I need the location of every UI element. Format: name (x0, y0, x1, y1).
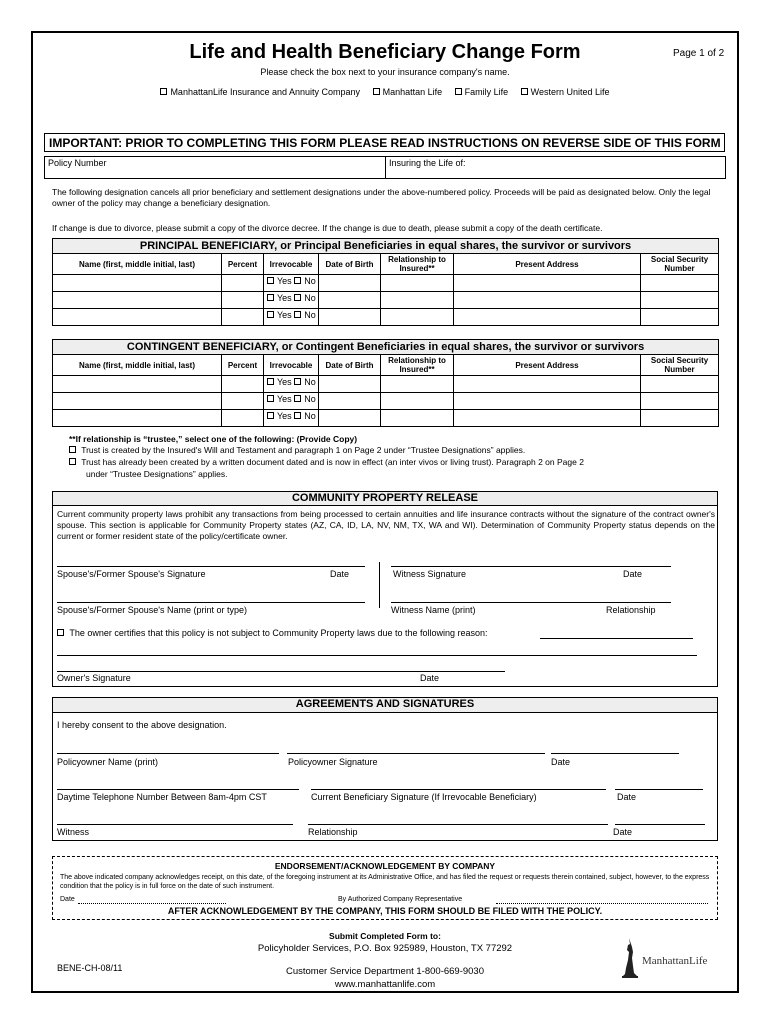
form-code: BENE-CH-08/11 (57, 963, 123, 973)
percent-cell[interactable] (222, 292, 264, 309)
dob-cell[interactable] (319, 410, 381, 427)
endorsement-date-label: Date (60, 896, 75, 903)
submit-heading: Submit Completed Form to: (329, 931, 441, 941)
col-name: Name (first, middle initial, last) (53, 254, 222, 275)
no-label: No (304, 310, 316, 320)
policy-number-label: Policy Number (48, 158, 107, 168)
current-beneficiary-line[interactable] (311, 789, 606, 790)
trustee-heading: **If relationship is “trustee,” select one of the following: (Provide Copy) (69, 434, 358, 444)
witness-name-line[interactable] (391, 602, 671, 603)
policyowner-name-line[interactable] (57, 753, 279, 754)
certify-text: The owner certifies that this policy is not subject to Community Property laws due to the following reason: (69, 628, 488, 638)
table-row (53, 376, 719, 393)
trustee-checkbox-1[interactable] (69, 446, 76, 453)
certify-checkbox[interactable] (57, 629, 64, 636)
ssn-cell[interactable] (641, 292, 719, 309)
yes-checkbox[interactable] (267, 412, 274, 419)
principal-title: PRINCIPAL BENEFICIARY, or Principal Beneficiaries in equal shares, the survivor or survivors (53, 239, 719, 254)
dob-cell[interactable] (319, 309, 381, 326)
owner-signature-line[interactable] (57, 671, 505, 672)
col-relationship: Relationship to Insured** (381, 254, 454, 275)
yes-checkbox[interactable] (267, 395, 274, 402)
irrevocable-cell (264, 292, 319, 309)
website-link[interactable]: www.manhattanlife.com (334, 979, 436, 990)
spouse-signature-label: Spouse's/Former Spouse's Signature (57, 569, 206, 579)
rep-label: By Authorized Company Representative (338, 896, 463, 903)
name-cell[interactable] (53, 393, 222, 410)
address-cell[interactable] (454, 292, 641, 309)
irrevocable-cell (264, 275, 319, 292)
dob-cell[interactable] (319, 376, 381, 393)
no-label: No (304, 276, 316, 286)
owner-signature-label: Owner's Signature (57, 673, 131, 683)
insured-label: Insuring the Life of: (389, 158, 466, 168)
name-cell[interactable] (53, 309, 222, 326)
divider (379, 562, 380, 608)
endorsement-date-line[interactable] (78, 903, 226, 904)
spouse-name-label: Spouse's/Former Spouse's Name (print or type) (57, 605, 248, 615)
company-checkbox-1[interactable] (160, 88, 167, 95)
policy-number-field[interactable] (45, 157, 386, 179)
col-percent: Percent (222, 355, 264, 376)
percent-cell[interactable] (222, 309, 264, 326)
witness-signature-line[interactable] (391, 566, 671, 567)
no-checkbox[interactable] (294, 378, 301, 385)
yes-label: Yes (277, 276, 292, 286)
yes-label: Yes (277, 377, 292, 387)
trustee-option-2 (69, 457, 584, 468)
table-row (53, 410, 719, 427)
address-cell[interactable] (454, 275, 641, 292)
col-address: Present Address (454, 254, 641, 275)
important-banner: IMPORTANT: PRIOR TO COMPLETING THIS FORM PLEASE READ INSTRUCTIONS ON REVERSE SIDE OF THIS FORM (44, 133, 725, 152)
certify-reason-line-2[interactable] (57, 655, 697, 656)
company-label-1: ManhattanLife Insurance and Annuity Company (170, 87, 361, 97)
no-checkbox[interactable] (294, 277, 301, 284)
name-cell[interactable] (53, 275, 222, 292)
witness-date-label: Date (623, 569, 643, 579)
name-cell[interactable] (53, 376, 222, 393)
company-label-3: Family Life (464, 87, 509, 97)
col-dob: Date of Birth (319, 254, 381, 275)
dob-cell[interactable] (319, 275, 381, 292)
col-dob: Date of Birth (319, 355, 381, 376)
table-row (53, 393, 719, 410)
witness-line[interactable] (57, 824, 293, 825)
relationship-label: Relationship (308, 827, 358, 837)
endorsement-text: The above indicated company acknowledges receipt, on this date, of the foregoing instrument at its Administrative Office, and has filed the request or requests therein contained, subject, however, to the express condition that the policy is in full force on the date of such instrument. (60, 874, 710, 890)
percent-cell[interactable] (222, 410, 264, 427)
col-address: Present Address (454, 355, 641, 376)
no-label: No (304, 394, 316, 404)
no-label: No (304, 377, 316, 387)
col-ssn: Social Security Number (641, 355, 719, 376)
address-cell[interactable] (454, 393, 641, 410)
trustee-option-2-cont: under “Trustee Designations” applies. (86, 469, 228, 479)
spouse-date-label: Date (330, 569, 350, 579)
irrevocable-cell (264, 309, 319, 326)
percent-cell[interactable] (222, 275, 264, 292)
current-beneficiary-date-label: Date (617, 792, 637, 802)
relationship-cell[interactable] (381, 410, 454, 427)
community-title: COMMUNITY PROPERTY RELEASE (52, 491, 718, 506)
page-number: Page 1 of 2 (673, 48, 725, 59)
no-checkbox[interactable] (294, 294, 301, 301)
witness-relationship-label: Relationship (606, 605, 656, 615)
submit-address: Policyholder Services, P.O. Box 925989, Houston, TX 77292 (257, 943, 513, 954)
relationship-cell[interactable] (381, 292, 454, 309)
yes-checkbox[interactable] (267, 311, 274, 318)
no-checkbox[interactable] (294, 311, 301, 318)
col-irrevocable: Irrevocable (264, 254, 319, 275)
contingent-table (52, 339, 719, 427)
dob-cell[interactable] (319, 292, 381, 309)
divorce-text: If change is due to divorce, please submit a copy of the divorce decree. If the change is due to death, please submit a copy of the death certificate. (52, 223, 603, 233)
company-checkbox-3[interactable] (455, 88, 462, 95)
policyowner-name-label: Policyowner Name (print) (57, 757, 159, 767)
yes-label: Yes (277, 394, 292, 404)
community-text: Current community property laws prohibit any transactions from being processed to certain annuities and life insurance contracts without the signature of the contract owner's spouse. This section is applicable for Community Property states (AZ, CA, ID, LA, NV, NM, TX, WA and WI). Determination of Community Property status depends on the current or former resident state of the policy/certificate owner. (57, 509, 715, 541)
witness-date-label: Date (613, 827, 633, 837)
current-beneficiary-date-line[interactable] (615, 789, 703, 790)
policy-table (44, 156, 726, 179)
relationship-cell[interactable] (381, 309, 454, 326)
yes-checkbox[interactable] (267, 378, 274, 385)
yes-checkbox[interactable] (267, 277, 274, 284)
page-title: Life and Health Beneficiary Change Form (189, 41, 581, 63)
irrevocable-cell (264, 393, 319, 410)
witness-relationship-line[interactable] (308, 824, 608, 825)
ssn-cell[interactable] (641, 275, 719, 292)
policyowner-signature-line[interactable] (287, 753, 545, 754)
rep-line[interactable] (496, 903, 708, 904)
col-ssn: Social Security Number (641, 254, 719, 275)
company-logo: ManhattanLife (642, 955, 708, 967)
statue-icon (619, 936, 641, 978)
address-cell[interactable] (454, 309, 641, 326)
col-percent: Percent (222, 254, 264, 275)
no-label: No (304, 411, 316, 421)
certify-option (57, 628, 488, 638)
col-relationship: Relationship to Insured** (381, 355, 454, 376)
witness-name-label: Witness Name (print) (391, 605, 476, 615)
consent-text: I hereby consent to the above designation. (57, 720, 227, 730)
agreements-title: AGREEMENTS AND SIGNATURES (52, 697, 718, 713)
phone-label: Daytime Telephone Number Between 8am-4pm CST (57, 792, 267, 802)
yes-label: Yes (277, 411, 292, 421)
company-options (0, 87, 770, 97)
principal-table (52, 238, 719, 326)
table-row (53, 292, 719, 309)
col-name: Name (first, middle initial, last) (53, 355, 222, 376)
dob-cell[interactable] (319, 393, 381, 410)
trustee-checkbox-2[interactable] (69, 458, 76, 465)
yes-checkbox[interactable] (267, 294, 274, 301)
yes-label: Yes (277, 293, 292, 303)
spouse-name-line[interactable] (57, 602, 365, 603)
certify-reason-line[interactable] (540, 638, 693, 639)
policyowner-date-label: Date (551, 757, 571, 767)
company-checkbox-2[interactable] (373, 88, 380, 95)
agreements-section (52, 697, 718, 841)
designation-text: The following designation cancels all prior beneficiary and settlement designations under the above-numbered policy. Proceeds will be paid as designated below. Only the legal owner of the policy may change a beneficiary designation. (52, 187, 711, 208)
endorsement-title: ENDORSEMENT/ACKNOWLEDGEMENT BY COMPANY (274, 861, 496, 871)
no-checkbox[interactable] (294, 412, 301, 419)
owner-date-label: Date (420, 673, 440, 683)
witness-signature-label: Witness Signature (393, 569, 467, 579)
insured-field[interactable] (386, 157, 726, 179)
ssn-cell[interactable] (641, 410, 719, 427)
col-irrevocable: Irrevocable (264, 355, 319, 376)
ssn-cell[interactable] (641, 393, 719, 410)
phone-line[interactable] (57, 789, 299, 790)
no-label: No (304, 293, 316, 303)
after-ack-text: AFTER ACKNOWLEDGEMENT BY THE COMPANY, THIS FORM SHOULD BE FILED WITH THE POLICY. (167, 906, 603, 916)
address-cell[interactable] (454, 376, 641, 393)
ssn-cell[interactable] (641, 376, 719, 393)
irrevocable-cell (264, 376, 319, 393)
spouse-signature-line[interactable] (57, 566, 365, 567)
relationship-cell[interactable] (381, 393, 454, 410)
name-cell[interactable] (53, 292, 222, 309)
company-label-4: Western United Life (530, 87, 610, 97)
trustee-option-1-text: Trust is created by the Insured's Will and Testament and paragraph 1 on Page 2 under “Trustee Designations” applies. (81, 445, 526, 455)
company-label-2: Manhattan Life (382, 87, 443, 97)
ssn-cell[interactable] (641, 309, 719, 326)
table-row (53, 309, 719, 326)
trustee-option-2-text: Trust has already been created by a written document dated and is now in effect (an inter vivos or living trust). Paragraph 2 on Page 2 (81, 457, 584, 467)
company-instruction: Please check the box next to your insurance company's name. (260, 67, 510, 77)
name-cell[interactable] (53, 410, 222, 427)
no-checkbox[interactable] (294, 395, 301, 402)
company-checkbox-4[interactable] (521, 88, 528, 95)
percent-cell[interactable] (222, 393, 264, 410)
irrevocable-cell (264, 410, 319, 427)
percent-cell[interactable] (222, 376, 264, 393)
contingent-title: CONTINGENT BENEFICIARY, or Contingent Beneficiaries in equal shares, the survivor or survivors (53, 340, 719, 355)
policyowner-date-line[interactable] (551, 753, 679, 754)
witness-label: Witness (57, 827, 90, 837)
relationship-cell[interactable] (381, 275, 454, 292)
relationship-cell[interactable] (381, 376, 454, 393)
customer-service: Customer Service Department 1-800-669-9030 (285, 966, 484, 977)
table-row (53, 275, 719, 292)
witness-date-line[interactable] (615, 824, 705, 825)
trustee-option-1 (69, 445, 525, 456)
yes-label: Yes (277, 310, 292, 320)
policyowner-signature-label: Policyowner Signature (288, 757, 378, 767)
current-beneficiary-label: Current Beneficiary Signature (If Irrevocable Beneficiary) (311, 792, 537, 802)
address-cell[interactable] (454, 410, 641, 427)
